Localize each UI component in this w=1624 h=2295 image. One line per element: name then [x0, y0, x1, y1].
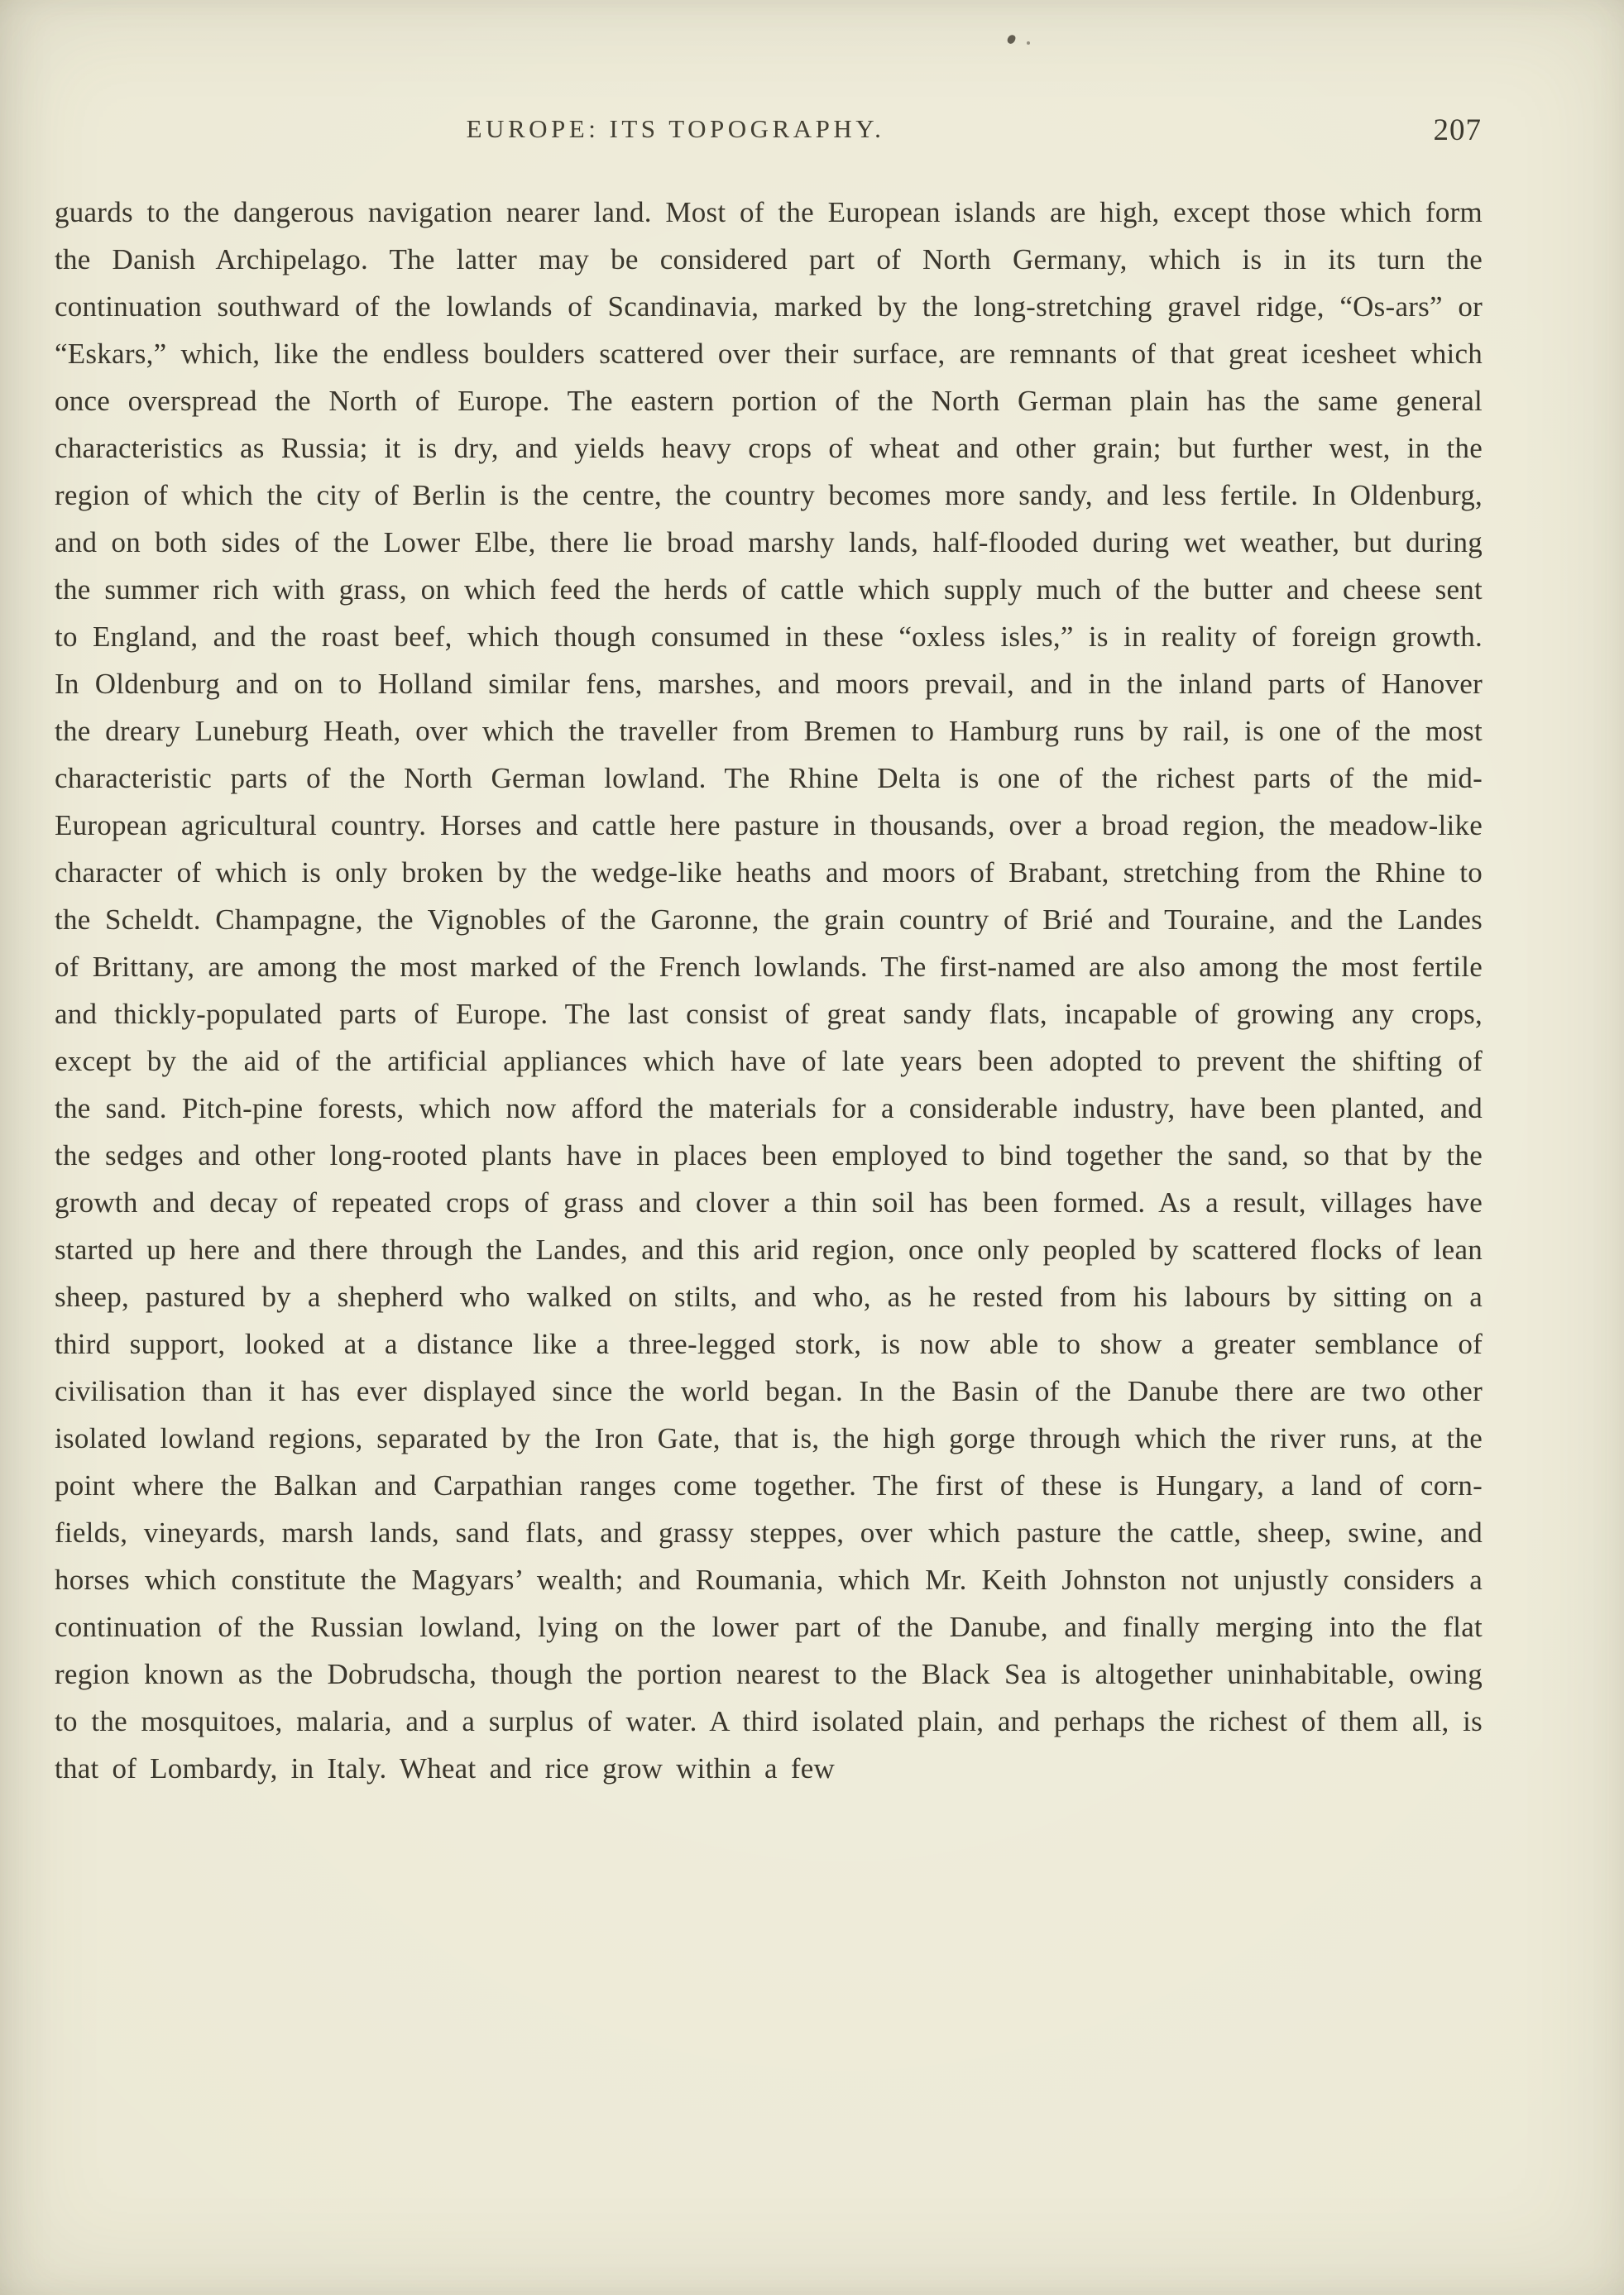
running-title: EUROPE: ITS TOPOGRAPHY. [466, 114, 885, 143]
body-text-block [55, 189, 1483, 1792]
page-number: 207 [1433, 113, 1482, 147]
scan-artifact-small [1027, 41, 1030, 45]
running-header [0, 114, 1624, 151]
body-paragraph: guards to the dangerous navigation nearer land. Most of the European islands are high, except those which form the Danish Archipelago. The latter may be considered part of North Germany, which is in its turn the continuation southward of the lowlands of Scandinavia, marked by the long-stretching gravel ridge, “Os-ars” or “Eskars,” which, like the endless boulders scattered over their surface, are remnants of that great icesheet which once overspread the North of Europe. The eastern portion of the North German plain has the same general characteristics as Russia; it is dry, and yields heavy crops of wheat and other grain; but further west, in the region of which the city of Berlin is the centre, the country becomes more sandy, and less fertile. In Oldenburg, and on both sides of the Lower Elbe, there lie broad marshy lands, half-flooded during wet weather, but during the summer rich with grass, on which feed the herds of cattle which supply much of the butter and cheese sent to England, and the roast beef, which though consumed in these “oxless isles,” is in reality of foreign growth. In Oldenburg and on to Holland similar fens, marshes, and moors prevail, and in the inland parts of Hanover the dreary Luneburg Heath, over which the traveller from Bremen to Hamburg runs by rail, is one of the most characteristic parts of the North German lowland. The Rhine Delta is one of the richest parts of the mid-European agricultural country. Horses and cattle here pasture in thousands, over a broad region, the meadow-like character of which is only broken by the wedge-like heaths and moors of Brabant, stretching from the Rhine to the Scheldt. Champagne, the Vignobles of the Garonne, the grain country of Brié and Touraine, and the Landes of Brittany, are among the most marked of the French lowlands. The first-named are also among the most fertile and thickly-populated parts of Europe. The last consist of great sandy flats, incapable of growing any crops, except by the aid of the artificial appliances which have of late years been adopted to prevent the shifting of the sand. Pitch-pine forests, which now afford the materials for a considerable industry, have been planted, and the sedges and other long-rooted plants have in places been employed to bind together the sand, so that by the growth and decay of repeated crops of grass and clover a thin soil has been formed. As a result, villages have started up here and there through the Landes, and this arid region, once only peopled by scattered flocks of lean sheep, pastured by a shepherd who walked on stilts, and who, as he rested from his labours by sitting on a third support, looked at a distance like a three-legged stork, is now able to show a greater semblance of civilisation than it has ever displayed since the world began. In the Basin of the Danube there are two other isolated lowland regions, separated by the Iron Gate, that is, the high gorge through which the river runs, at the point where the Balkan and Carpathian ranges come together. The first of these is Hungary, a land of corn-fields, vineyards, marsh lands, sand flats, and grassy steppes, over which pasture the cattle, sheep, swine, and horses which constitute the Magyars’ wealth; and Roumania, which Mr. Keith Johnston not unjustly considers a continuation of the Russian lowland, lying on the lower part of the Danube, and finally merging into the flat region known as the Dobrudscha, though the portion nearest to the Black Sea is altogether uninhabitable, owing to the mosquitoes, malaria, and a surplus of water. A third isolated plain, and perhaps the richest of them all, is that of Lombardy, in Italy. Wheat and rice grow within a few [55, 196, 1483, 1785]
scan-artifact [1006, 34, 1016, 45]
